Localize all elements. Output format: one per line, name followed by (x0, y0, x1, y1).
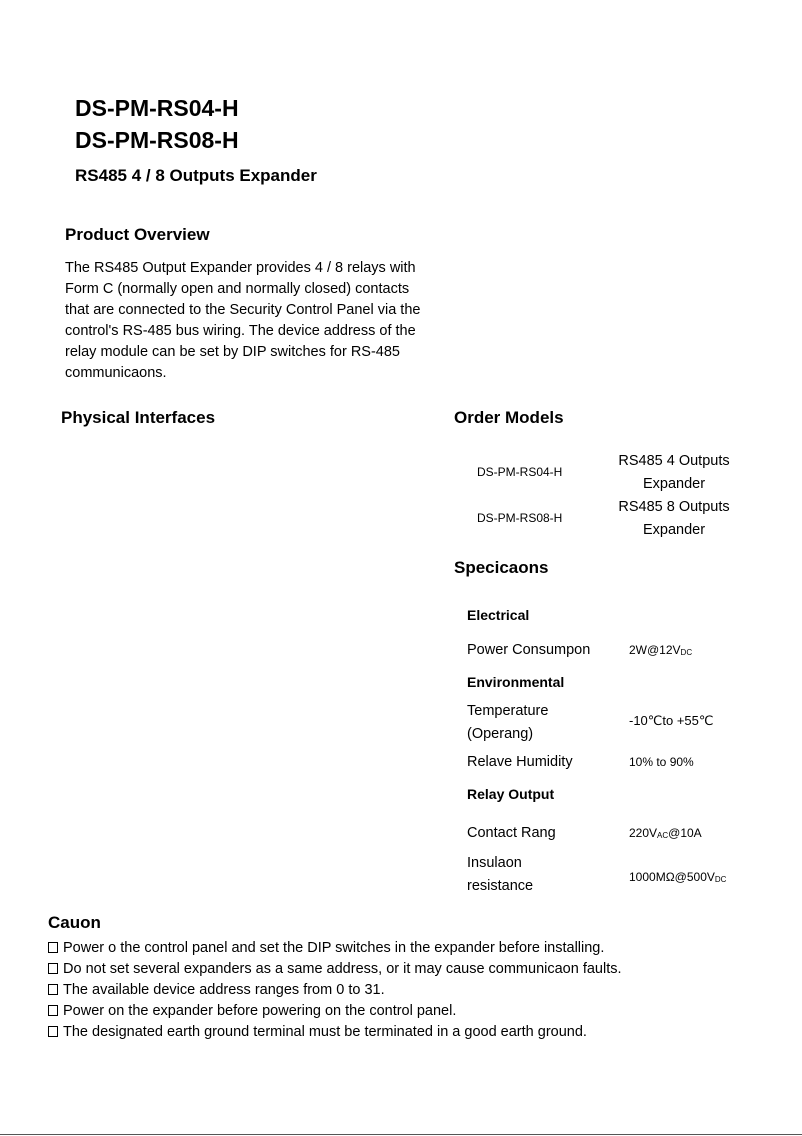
order-model-desc-line: Expander (642, 476, 706, 492)
caution-item-text: The available device address ranges from 0 to 31. (63, 982, 385, 998)
order-model-desc-line: RS485 4 Outputs (618, 453, 730, 469)
checkbox-icon (48, 1005, 58, 1016)
caution-heading: Cauon (48, 913, 101, 932)
caution-item-text: The designated earth ground terminal must be terminated in a good earth ground. (63, 1024, 587, 1040)
caution-item (48, 959, 622, 980)
checkbox-icon (48, 1026, 58, 1037)
order-model-desc-line: RS485 8 Outputs (618, 499, 730, 515)
order-model-code: DS-PM-RS04-H (477, 465, 563, 479)
caution-item (48, 980, 622, 1001)
insulation-value (629, 870, 726, 884)
page-bottom-rule (0, 1134, 802, 1135)
checkbox-icon (48, 942, 58, 953)
specifications-heading: Specicaons (454, 558, 549, 577)
model-title-1: DS-PM-RS04-H (75, 95, 239, 121)
caution-item-text: Power o the control panel and set the DIP switches in the expander before installing. (63, 940, 605, 956)
caution-item (48, 1022, 622, 1043)
power-consumption-label: Power Consumpon (467, 642, 591, 658)
contact-rating-label: Contact Rang (467, 825, 556, 841)
product-subtitle: RS485 4 / 8 Outputs Expander (75, 166, 317, 185)
caution-item (48, 938, 622, 959)
humidity-label: Relave Humidity (467, 754, 573, 770)
insulation-value-subscript: DC (714, 875, 727, 884)
insulation-label-line: resistance (467, 878, 534, 894)
contact-value-text: 220V (629, 826, 658, 840)
overview-heading: Product Overview (65, 225, 210, 244)
temperature-label-line: Temperature (467, 703, 549, 719)
power-value-subscript: DC (680, 648, 693, 657)
temperature-label (467, 700, 548, 746)
contact-value-subscript: AC (657, 831, 669, 840)
relay-output-heading: Relay Output (467, 786, 555, 802)
insulation-label (467, 852, 533, 898)
contact-value-text: @10A (668, 826, 702, 840)
power-value-text: 2W@12V (629, 643, 681, 657)
order-model-desc-line: Expander (642, 522, 706, 538)
checkbox-icon (48, 984, 58, 995)
order-models-heading: Order Models (454, 408, 564, 427)
caution-item-text: Power on the expander before powering on the control panel. (63, 1003, 457, 1019)
temperature-value: -10℃to +55℃ (629, 713, 714, 728)
caution-item (48, 1001, 622, 1022)
order-model-desc (604, 450, 744, 496)
temperature-label-line: (Operang) (467, 726, 534, 742)
power-consumption-value (629, 643, 692, 657)
caution-item-text: Do not set several expanders as a same address, or it may cause communicaon faults. (63, 961, 622, 977)
electrical-heading: Electrical (467, 607, 530, 623)
humidity-value: 10% to 90% (629, 755, 694, 769)
environmental-heading: Environmental (467, 674, 565, 690)
order-model-desc (604, 496, 744, 542)
contact-rating-value (629, 826, 702, 840)
caution-list (48, 938, 622, 1043)
physical-interfaces-heading: Physical Interfaces (61, 408, 216, 427)
order-model-code: DS-PM-RS08-H (477, 511, 563, 525)
insulation-label-line: Insulaon (467, 855, 522, 871)
model-title-2: DS-PM-RS08-H (75, 127, 239, 153)
checkbox-icon (48, 963, 58, 974)
overview-text: The RS485 Output Expander provides 4 / 8 relays with Form C (normally open and normally closed) contacts that are connected to the Security Control Panel via the control's RS-485 bus wiring. The device address of the relay module can be set by DIP switches for RS-485 communicaons. (65, 260, 421, 381)
insulation-value-text: 1000MΩ@500V (629, 870, 715, 884)
